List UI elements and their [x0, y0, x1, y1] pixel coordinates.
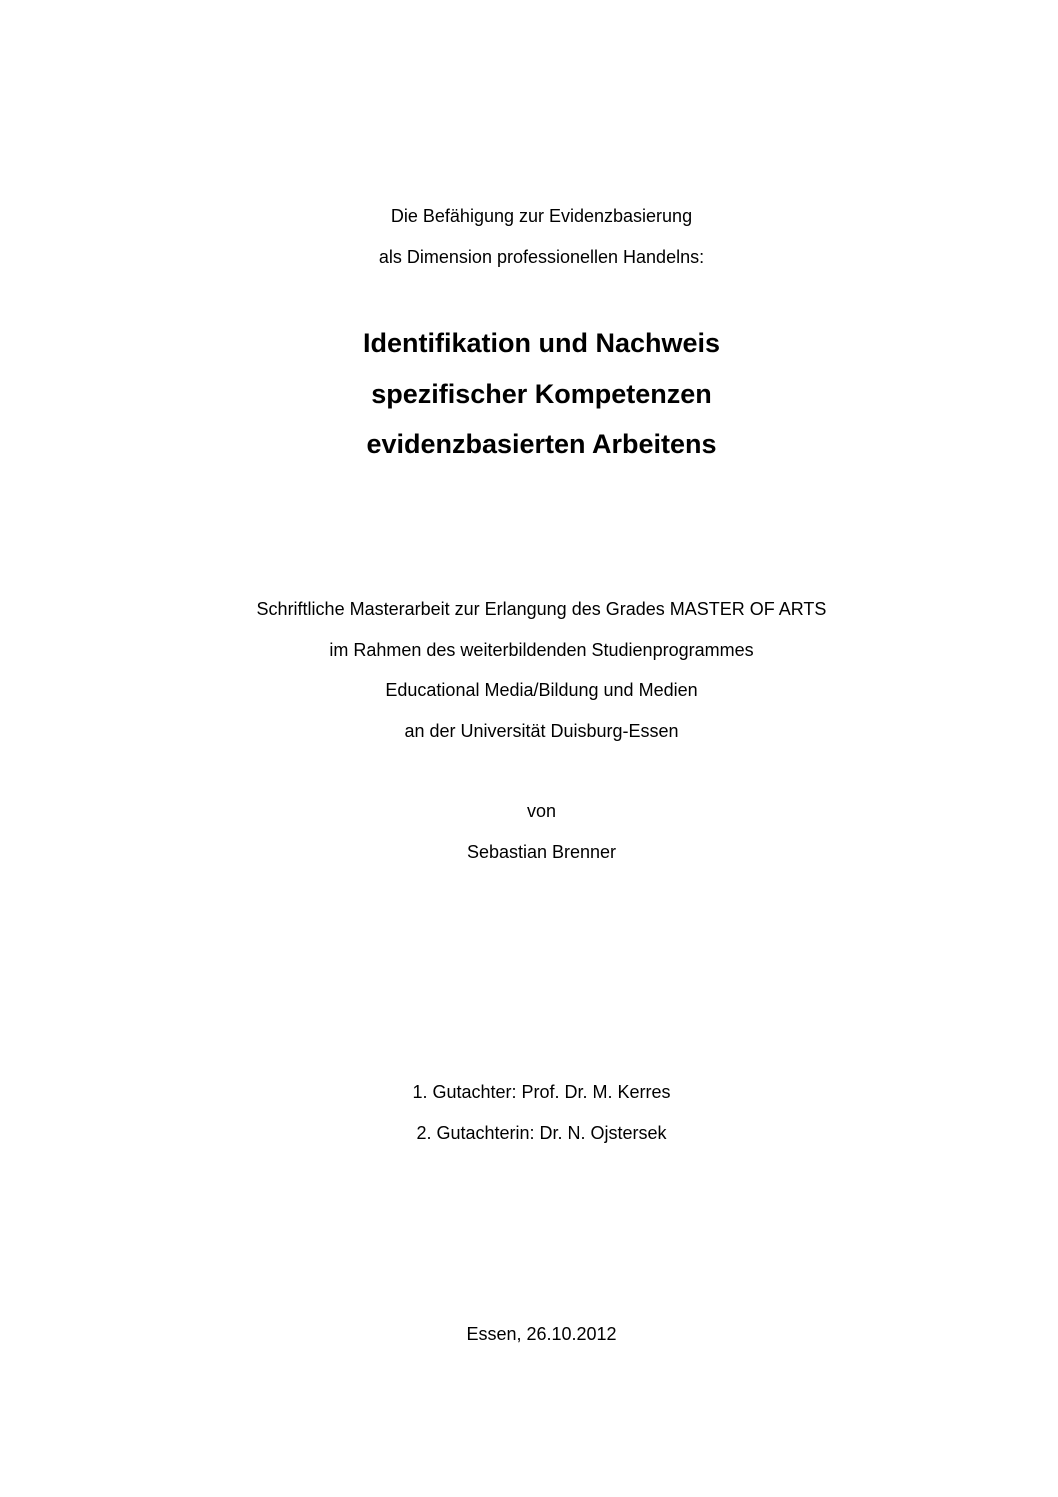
thesis-info-line-3: Educational Media/Bildung und Medien [385, 680, 698, 700]
subtitle-line-2: als Dimension professionellen Handelns: [378, 247, 705, 267]
author-name: Sebastian Brenner [466, 842, 617, 862]
subtitle-line-1: Die Befähigung zur Evidenzbasierung [390, 206, 693, 226]
reviewer-1: 1. Gutachter: Prof. Dr. M. Kerres [412, 1082, 671, 1102]
reviewer-2: 2. Gutachterin: Dr. N. Ojstersek [416, 1123, 667, 1143]
title-line-1: Identifikation und Nachweis [362, 328, 721, 358]
thesis-info-line-2: im Rahmen des weiterbildenden Studienprogrammes [329, 640, 754, 660]
thesis-info-line-4: an der Universität Duisburg-Essen [404, 721, 679, 741]
place-date: Essen, 26.10.2012 [466, 1324, 617, 1344]
title-line-3: evidenzbasierten Arbeitens [366, 429, 717, 459]
thesis-info-line-1: Schriftliche Masterarbeit zur Erlangung des Grades MASTER OF ARTS [256, 599, 827, 619]
author-by: von [526, 801, 557, 821]
title-line-2: spezifischer Kompetenzen [371, 379, 712, 409]
